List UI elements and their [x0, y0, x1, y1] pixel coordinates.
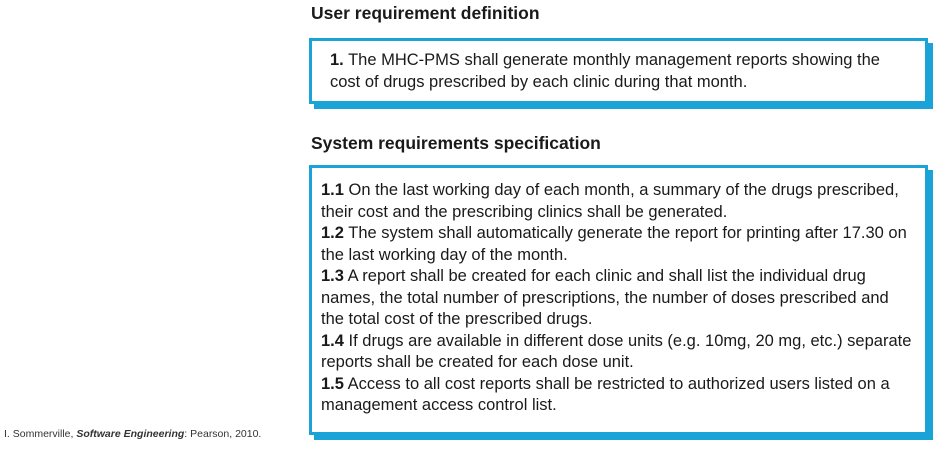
system-requirements-heading: System requirements specification: [311, 133, 601, 153]
user-requirement-box: [309, 38, 928, 104]
citation-publisher: : Pearson, 2010.: [184, 428, 262, 440]
user-requirement-item: [330, 50, 913, 93]
citation: [4, 428, 261, 440]
requirement-text: On the last working day of each month, a summary of the drugs prescribed, their cost and the prescribing clinics shall be generated.: [321, 181, 899, 221]
requirement-text: The system shall automatically generate the report for printing after 17.30 on the last working day of the month.: [321, 224, 907, 264]
system-requirement-item: [321, 331, 913, 374]
requirement-text: The MHC-PMS shall generate monthly management reports showing the cost of drugs prescribed by each clinic during that month.: [330, 51, 880, 91]
requirement-number: 1.: [330, 51, 344, 69]
system-requirement-item: [321, 180, 913, 223]
requirement-number: 1.3: [321, 267, 344, 285]
requirement-text: If drugs are available in different dose units (e.g. 10mg, 20 mg, etc.) separate reports shall be created for each dose unit.: [321, 331, 912, 371]
user-requirement-heading: User requirement definition: [311, 3, 540, 23]
system-requirement-item: [321, 266, 913, 331]
citation-title: Software Engineering: [76, 428, 185, 440]
system-requirements-box: [309, 165, 928, 435]
requirement-text: A report shall be created for each clinic and shall list the individual drug names, the total number of prescriptions, the number of doses prescribed and the total cost of the prescribed drugs.: [321, 267, 889, 328]
requirement-number: 1.1: [321, 181, 344, 199]
system-requirement-item: [321, 223, 913, 266]
requirement-number: 1.2: [321, 224, 344, 242]
requirement-number: 1.5: [321, 374, 344, 393]
requirement-number: 1.4: [321, 331, 344, 350]
system-requirement-item: [321, 374, 913, 417]
requirement-text: Access to all cost reports shall be restricted to authorized users listed on a management access control list.: [321, 374, 890, 414]
citation-author: I. Sommerville,: [4, 428, 77, 440]
